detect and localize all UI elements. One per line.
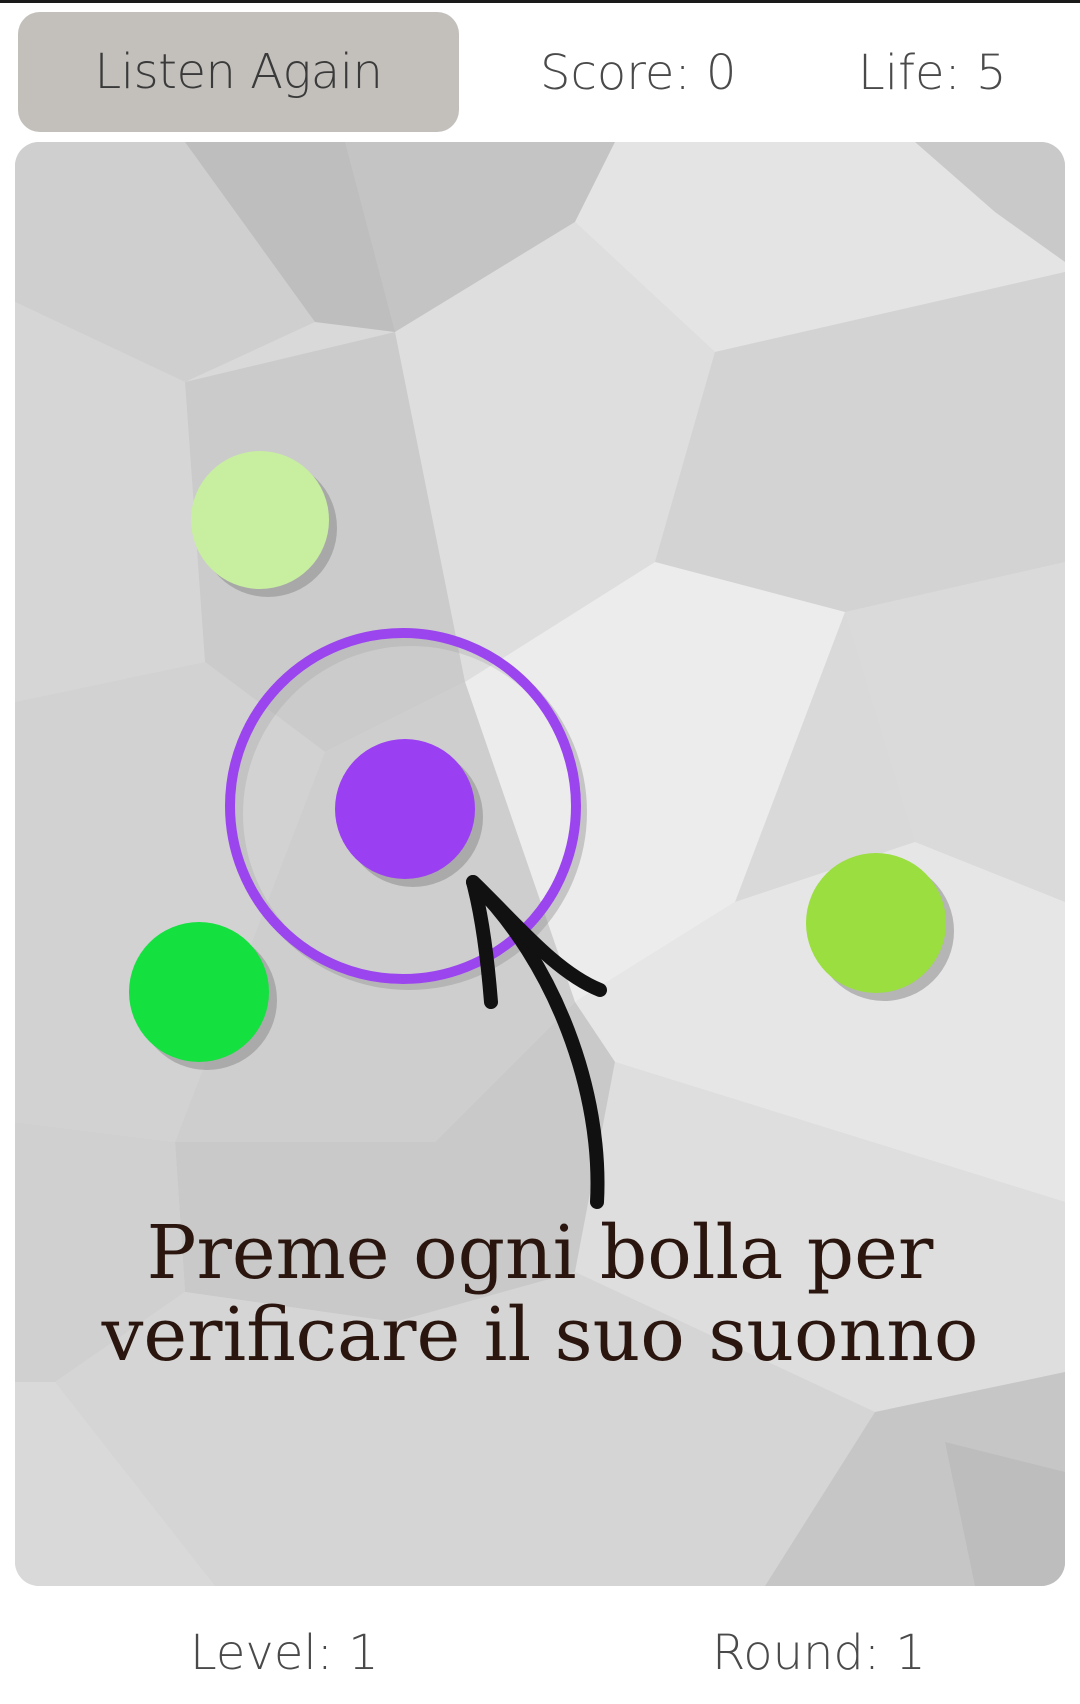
bubble-purple-active[interactable] bbox=[335, 739, 475, 879]
round-display: Round: 1 bbox=[712, 1625, 926, 1681]
instruction-text bbox=[15, 1212, 1065, 1376]
instruction-line-1: Preme ogni bolla per bbox=[146, 1210, 934, 1296]
game-board bbox=[15, 142, 1065, 1586]
life-display: Life: 5 bbox=[858, 45, 1007, 101]
level-display: Level: 1 bbox=[190, 1625, 379, 1681]
listen-again-button[interactable]: Listen Again bbox=[18, 12, 459, 132]
instruction-line-2: verificare il suo suonno bbox=[101, 1292, 979, 1378]
bubble-light-green[interactable] bbox=[191, 451, 329, 589]
score-display: Score: 0 bbox=[540, 45, 737, 101]
bubble-lime[interactable] bbox=[806, 853, 946, 993]
top-divider bbox=[0, 0, 1080, 3]
bubble-green[interactable] bbox=[129, 922, 269, 1062]
